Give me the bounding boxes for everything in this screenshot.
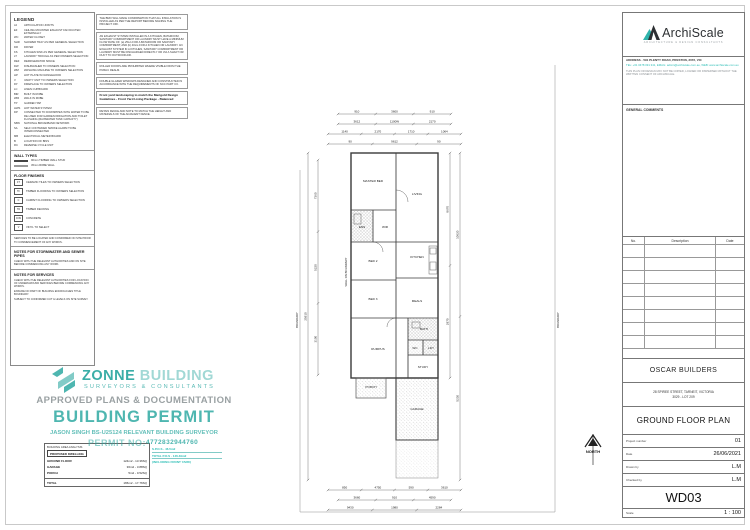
legend-text: SELF CONTAINED SMOKE ALARM TO BE INTERCONNECTED (24, 127, 77, 134)
dim-label: 90 (348, 139, 352, 144)
house-walls (351, 153, 438, 478)
legend-panel (10, 12, 95, 366)
legend-item (14, 127, 91, 133)
dim-label: 1710 (407, 129, 415, 134)
revision-empty-row (623, 297, 744, 310)
field-value: L.M (731, 464, 741, 470)
legend-text: GARDEN TAP (24, 102, 42, 106)
area-row-label: PORCH (47, 471, 58, 475)
legend-abbr: FP (14, 83, 18, 87)
floor-finish-swatch: FT (14, 179, 23, 186)
floor-finish-label: CERAMIC TILES TO OWNERS SELECTION (26, 181, 80, 185)
legend-item (14, 24, 91, 27)
stamp-approved-line: APPROVED PLANS & DOCUMENTATION (36, 395, 232, 406)
legend-abbr: DP (14, 111, 18, 115)
dim-label: 4750 (374, 485, 382, 490)
area-row-value: 36m2 - 3.88SQ (126, 465, 147, 469)
legend-abbr: LC (14, 88, 18, 92)
revision-cell (645, 245, 716, 257)
legend-abbr: WIR (14, 97, 20, 101)
legend-abbr: TP (14, 102, 18, 106)
dim-label: 10620 (455, 230, 460, 239)
area-table-title: BUILDING AREA ANALYSIS (47, 445, 83, 449)
revision-empty-row (623, 336, 744, 349)
legend-text: ELECTRICAL METER BOARD (24, 134, 61, 138)
revision-header-cell: Description (645, 237, 716, 244)
legend-item (14, 107, 91, 110)
wall-type-swatch (14, 160, 28, 163)
stamp-surveyor-line: JASON SINGH BS-U25124 RELEVANT BUILDING SURVEYOR (50, 430, 218, 436)
area-table-subtitle: PROPOSED DWELLING (47, 450, 87, 457)
legend-text: CEILING MOUNTED EXHAUST FAN DUCTED EXTERNALLY (24, 28, 81, 35)
revision-header-cell: Date (726, 238, 734, 243)
stamp-permit-no: 4772832944760 (146, 439, 199, 446)
dim-label: 1064 (441, 129, 448, 134)
legend-text: LAUNDRY TROUGH AS PER OWNERS SELECTION (24, 55, 89, 59)
legend-text: WALK IN ROBE (24, 97, 44, 101)
legend-item (14, 74, 91, 77)
legend-item (14, 41, 91, 44)
area-row-value: 5m2 - 0.52SQ (128, 471, 147, 475)
floor-plan-drawing (188, 10, 620, 520)
field-label: Scale (626, 511, 634, 515)
legend-abbr: SHR (14, 41, 20, 45)
divider (11, 234, 94, 235)
legend-abbr: KS (14, 50, 18, 54)
legend-text: REFRIGERATOR SPACE (24, 59, 55, 63)
room-label: BED 2 (368, 259, 378, 263)
title-block (622, 12, 745, 518)
room-label: PORCH (365, 385, 377, 389)
firm-tagline: ARCHITECTURE & DESIGN CONSULTANTS (643, 41, 724, 44)
general-note-box: AN EXHAUST SYSTEM INSTALLED IN A KITCHEN, BATHROOM, SANITARY COMPARTMENT OR LAUNDRY MUST HAVE A MINIMUM FLOW RATE OF: (a) 25L/s FOR A BATHROOM OR SANITARY COMPARTMENT; AND (b) 40L/s FOR A KITCHEN OR LAUNDRY. AN EXHAUST SYSTEM IN A KITCHEN, SANITARY COMPARTMENT OR LAUNDRY MUST BE DISCHARGED DIRECTLY OR VIA A SHAFT OR DUCT TO OUTDOOR AIR. (96, 32, 188, 61)
drawing-title: GROUND FLOOR PLAN (623, 407, 744, 435)
revision-cell (645, 310, 716, 322)
revision-empty-row (623, 323, 744, 336)
revision-empty-row (623, 310, 744, 323)
legend-item (14, 55, 91, 58)
wall-type-item (14, 164, 91, 167)
revision-cell (716, 310, 744, 322)
legend-abbr: LT (14, 55, 17, 59)
room-label: MASTER BED (362, 179, 384, 183)
spos-line: TOTAL P.O.S - 146.49m2 (152, 454, 222, 460)
project-address (623, 383, 744, 407)
project-address-line2: 3029 - LOT 209 (672, 394, 695, 399)
legend-abbr: HWS (14, 106, 21, 110)
general-note-box: THE BMO WILL MAKE CONFIRMATION THAT ALL INSULATION IS INSTALLED AS PER THE REPORT BEFORE SIGNING THE PROJECT OFF. (96, 14, 188, 30)
legend-text: DISHWASHER TO OWNERS SELECTION (24, 64, 76, 68)
field-value: 26/06/2021 (713, 451, 741, 457)
divider (11, 269, 94, 270)
revision-cell (645, 271, 716, 283)
floor-plan-svg (188, 10, 620, 520)
floor-finishes-items (14, 179, 91, 231)
room-label: RUMPUS (371, 347, 385, 351)
revision-cell (623, 297, 645, 309)
general-note-box: RETAIN FENCE AND NOTE TO MATCH THE HEIGHT AND MATERIALS OF THE ADJACENT FENCE. (96, 107, 188, 119)
dim-label: 9430 (346, 505, 354, 510)
legend-abbr: RC (14, 144, 18, 148)
floor-finish-item (14, 206, 91, 213)
divider (11, 170, 94, 171)
sheet-number: WD03 (623, 487, 744, 509)
field-drawn-by (623, 461, 744, 474)
dim-label: 8670 (445, 205, 450, 213)
revision-table-header (623, 237, 744, 245)
field-value: 1 : 100 (724, 510, 741, 516)
revision-cell (623, 310, 645, 322)
field-date (623, 448, 744, 461)
dim-label: 4590 (428, 495, 436, 500)
room-label: MEALS (411, 299, 423, 303)
field-label: Date (626, 452, 633, 456)
revision-cell (623, 271, 645, 283)
revision-cell (716, 323, 744, 335)
spos-summary (152, 447, 222, 466)
area-table-total-row (45, 478, 149, 486)
legend-item (14, 65, 91, 68)
dim-label: 1980 (391, 505, 398, 510)
dim-label: 850 (342, 485, 348, 490)
archiscale-logo-icon (643, 25, 660, 40)
floor-finish-label: VINYL TO SELECT (26, 226, 50, 230)
services-note-paragraph: CHECK WITH THE RELEVANT AUTHORITIES FOR LOCATION OF UNDERGROUND SERVICES BEFORE COMMENCING ANY WORKS. (14, 278, 90, 289)
dim-label: 5220 (313, 264, 318, 271)
floor-finish-item (14, 215, 91, 222)
legend-item (14, 79, 91, 82)
legend-text: CONNECTED TO DOWNPIPES WITH WATER TO BE RE-USED FOR GARDEN IRRIGATION AND TOILET FLUSHING (RAINWATER TANK CAPACITY) (24, 111, 90, 121)
floor-finish-swatch: V (14, 224, 23, 231)
legend-item (14, 140, 91, 143)
dim-label: 2870 (445, 318, 450, 326)
revision-empty-row (623, 258, 744, 271)
revision-cell (623, 284, 645, 296)
area-row-label: GARAGE (47, 465, 61, 469)
dim-label: 5230 (455, 394, 460, 402)
room-label: STUDY (417, 365, 429, 369)
firm-name: ArchiScale (662, 25, 724, 40)
floor-finish-swatch: TD (14, 206, 23, 213)
dim-label: 9612 (391, 139, 398, 144)
legend-abbr: WC (14, 36, 19, 40)
legend-abbr: SA (14, 127, 18, 131)
dim-label: 2170 (428, 119, 436, 124)
dim-label: 3600 (391, 109, 398, 114)
divider (11, 150, 94, 151)
legend-abbr: WM (14, 69, 19, 73)
legend-abbr: BIR (14, 92, 19, 96)
field-value: L.M (731, 477, 741, 483)
legend-item (14, 93, 91, 96)
field-label: Drawn by (626, 465, 639, 469)
dim-label: 590 (408, 485, 414, 490)
legend-item (14, 135, 91, 138)
field-scale (623, 509, 744, 517)
floor-finish-item (14, 179, 91, 186)
firm-logo-section (623, 13, 744, 57)
floor-finish-item (14, 188, 91, 195)
services-notes-body (14, 279, 91, 302)
dim-label: 3610 (441, 485, 448, 490)
floor-finishes-title: FLOOR FINISHES (14, 173, 45, 178)
legend-text: LOCATION OF BINS (24, 139, 50, 143)
floor-finish-swatch: TF (14, 188, 23, 195)
general-note-box: ROLLER DOORS ARE PROHIBITED WHERE VISIBLE FROM THE PUBLIC REALM. (96, 62, 188, 74)
dim-label: 3660 (353, 495, 361, 500)
revision-header-cell: No. (623, 237, 645, 244)
legend-items (14, 24, 91, 147)
legend-text: WATER CLOSET (24, 36, 45, 40)
legend-text: HOT PLATE W/ RANGEHOOD (24, 73, 62, 77)
revision-table (623, 237, 744, 359)
zonne-name-part1: ZONNE (82, 368, 136, 384)
legend-abbr: AJ (14, 24, 18, 27)
general-note-box: DOUBLE GLAZED WINDOWS DESIGNED AND CONSTRUCTED IN ACCORDANCE WITH THE REQUIREMENTS OF NCC PART 3.6. (96, 77, 188, 89)
copyright-note: THIS PLAN OR DESIGN MAY NOT BE COPIED, LOANED OR DISPERSED WITHOUT THE WRITTEN CONSENT OF ARCHISCALE. (626, 69, 737, 77)
revision-cell (623, 245, 645, 257)
revision-cell (716, 284, 744, 296)
legend-item (14, 111, 91, 120)
room-label: LDY (427, 346, 435, 350)
legend-abbr: DR (14, 45, 18, 49)
legend-text: ARTICULATION JOINTS (24, 24, 54, 27)
revision-empty-row (623, 245, 744, 258)
revision-cell (716, 258, 744, 270)
revision-cell (623, 258, 645, 270)
room-label: LIVING (411, 192, 423, 196)
total-value: 165m2 - 17.76SQ (123, 481, 147, 485)
revision-cell (645, 258, 716, 270)
boundary-label: BOUNDARY (295, 312, 299, 328)
general-comments-label: GENERAL COMMENTS (626, 108, 664, 112)
floor-finish-swatch: C (14, 197, 23, 204)
services-note-paragraph: ENSURE NO PART OF BUILDING ENCROACHES TITLE BOUNDARY. (14, 290, 81, 297)
floor-finish-item (14, 224, 91, 231)
legend-text: REVERSE CYCLE UNIT (24, 144, 54, 148)
legend-text: DRYER (24, 45, 34, 49)
stormwater-notes-title: NOTES FOR STORMWATER AND SEWER PIPES (14, 250, 85, 259)
area-row-label: GROUND FLOOR (47, 459, 72, 463)
legend-text: WASHING MACHINE TO OWNERS SELECTION (24, 69, 84, 73)
firm-contact: TEL: +61 0478 091 341, EMAIL: admin@archiscale.com.au, WEB: www.archiscale.com.au (626, 63, 739, 68)
stormwater-notes-body: CHECK WITH THE RELEVANT AUTHORITIES AND ON SITE BEFORE COMMENCING ANY WORK. (14, 260, 86, 267)
revision-cell (716, 271, 744, 283)
floor-finish-label: CONCRETE (26, 217, 42, 221)
field-value: 01 (734, 438, 741, 444)
divider (11, 246, 94, 247)
field-checked-by (623, 474, 744, 487)
wall-types-items (14, 159, 91, 167)
revision-empty-row (623, 271, 744, 284)
revision-cell (645, 323, 716, 335)
legend-item (14, 51, 91, 54)
room-label: KITCHEN (410, 255, 424, 259)
dim-label: 2170 (374, 129, 382, 134)
legend-abbr: MB (14, 134, 19, 138)
firm-address-section (623, 57, 744, 105)
dim-label: 910 (391, 495, 398, 500)
legend-abbr: REF (14, 59, 20, 63)
wall-type-label: 45mm ROBE WALL (31, 164, 55, 168)
legend-text: FIREPLACE TO OWNERS SELECTION (24, 83, 73, 87)
room-label: ENS (358, 225, 366, 229)
legend-item (14, 60, 91, 63)
legend-item (14, 122, 91, 125)
revision-empty-row (623, 284, 744, 297)
general-note-box: Front yard landscaping to match the Marigold Design Guidelines - Front Yard Living Package - Balanced (96, 91, 188, 104)
general-comments-box (623, 105, 744, 237)
legend-abbr: EF (14, 28, 18, 32)
floor-finish-label: CARPET FLOORING TO OWNERS SELECTION (26, 199, 85, 203)
room-label: BATH (419, 327, 429, 331)
dim-label: 1100W (389, 119, 400, 124)
spos-line: (INCLUDING FRONT YARD) (152, 460, 191, 464)
legend-item (14, 102, 91, 105)
legend-item (14, 144, 91, 147)
legend-title: LEGEND (14, 17, 35, 22)
legend-text: SHOWER TRAY AS PER GENERAL SELECTION (24, 41, 84, 45)
area-row-value: 124m2 - 13.36SQ (123, 459, 147, 463)
north-arrow-icon (585, 434, 601, 465)
services-note-paragraph: SUBJECT TO CONFIRMED CUT & LEVELS ON SITE SURVEY. (14, 298, 89, 302)
legend-text: KITCHEN SINK AS PER GENERAL SELECTION (24, 50, 83, 54)
building-area-table (44, 443, 150, 487)
field-label: Checked by (626, 478, 642, 482)
general-notes-column (96, 14, 188, 121)
floor-finish-item (14, 197, 91, 204)
boundary-label: WALL ON BOUNDARY (344, 257, 348, 287)
area-table-rows (45, 458, 149, 476)
revision-cell (623, 323, 645, 335)
legend-abbr: B (14, 139, 16, 143)
floor-finish-swatch: CON (15, 217, 22, 221)
floor-finish-label: TIMBER DECKING (26, 208, 50, 212)
spos-line: S.P.O.S - 46.5m2 (152, 447, 222, 453)
dim-label: 7360 (313, 192, 318, 200)
legend-text: VANITY UNIT TO OWNERS SELECTION (24, 78, 74, 82)
legend-item (14, 36, 91, 39)
builder-name: OSCAR BUILDERS (623, 359, 744, 383)
legend-text: BUILT IN ROBE (24, 92, 44, 96)
revision-cell (645, 297, 716, 309)
dim-label: 910 (354, 109, 360, 114)
dim-label: 25910 (303, 312, 308, 321)
stamp-permit-line: BUILDING PERMIT (53, 408, 215, 426)
room-label: WIR (381, 225, 389, 229)
revision-cell (716, 245, 744, 257)
dim-label: 2284 (435, 505, 443, 510)
dim-label: 3100 (313, 335, 318, 343)
dim-label: 910 (429, 109, 435, 114)
legend-item (14, 46, 91, 49)
wall-type-label: 90mm TIMBER WALL STUD (31, 159, 66, 163)
legend-item (14, 69, 91, 72)
dim-label: 1140 (341, 129, 348, 134)
wall-type-item (14, 159, 91, 162)
field-project-number (623, 435, 744, 448)
legend-item (14, 97, 91, 100)
room-label: BED 3 (368, 297, 378, 301)
services-note: SERVICES TO BE LOCATED AND CONFIRMED ON SITE PRIOR TO COMMENCEMENT OF ANY WORKS. (14, 237, 91, 244)
floor-finish-label: TIMBER FLOORING TO OWNERS SELECTION (26, 190, 85, 194)
dim-label: 3612 (353, 119, 361, 124)
legend-abbr: HP (14, 73, 18, 77)
wall-types-title: WALL TYPES (14, 153, 37, 158)
legend-item (14, 88, 91, 91)
legend-abbr: NBN (14, 122, 20, 126)
room-label: GARAGE (410, 407, 424, 411)
firm-address: ADDRESS - 591 PLENTY ROAD, PRESTON, 3072, VIC (626, 58, 702, 62)
north-label: NORTH (585, 449, 601, 454)
revision-cell (645, 284, 716, 296)
project-address-line1: 28 SPIREE STREET, TARNEIT, VICTORIA (653, 390, 714, 395)
legend-abbr: V (14, 78, 16, 82)
boundary-label: BOUNDARY (556, 312, 560, 328)
dim-label: 90 (437, 139, 441, 144)
legend-text: HOT WATER SYSTEM (24, 106, 52, 110)
revision-cell (716, 297, 744, 309)
revision-cell (645, 336, 716, 348)
services-notes-title: NOTES FOR SERVICES (14, 272, 55, 277)
zonne-subtitle: SURVEYORS & CONSULTANTS (84, 384, 215, 390)
stamp-permit-no-label: PERMIT NO: (88, 438, 146, 448)
revision-cell (716, 336, 744, 348)
zonne-name-part2: BUILDING (135, 368, 214, 384)
legend-item (14, 83, 91, 86)
legend-text: NATIONAL BROADBAND NETWORK (24, 122, 70, 126)
revision-cell (623, 336, 645, 348)
field-label: Project number (626, 439, 647, 443)
wall-type-swatch (14, 165, 28, 166)
area-table-row (45, 470, 149, 476)
room-label: WC (412, 346, 418, 350)
total-label: TOTAL (47, 481, 57, 485)
legend-item (14, 29, 91, 35)
legend-abbr: DW (14, 64, 19, 68)
legend-text: LINEN CUPBOARD (24, 88, 48, 92)
